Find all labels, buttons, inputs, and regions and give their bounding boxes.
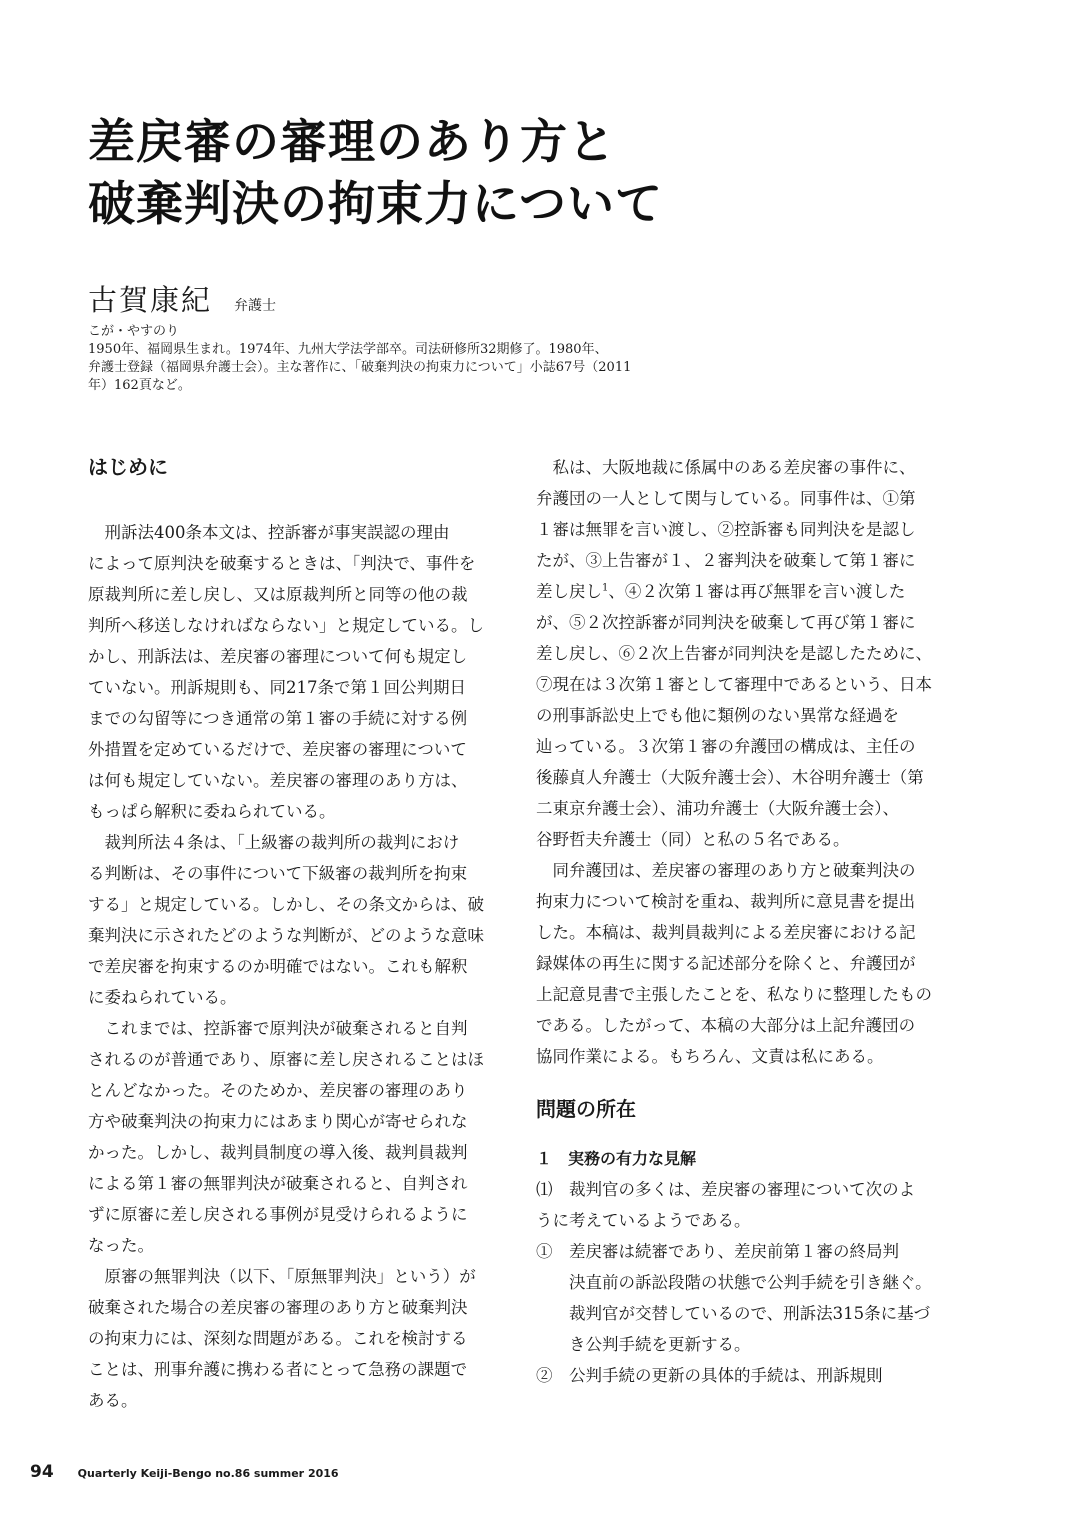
body-line: き公判手続を更新する。 — [536, 1335, 751, 1354]
body-line: る判断は、その事件について下級審の裁判所を拘束 — [88, 864, 468, 883]
section-heading-issues: 問題の所在 — [536, 1097, 636, 1121]
left-body-text — [88, 517, 502, 1416]
body-line: 差し戻し、⑥２次上告審が同判決を是認したために、 — [536, 644, 932, 663]
body-line: かし、刑訴法は、差戻審の審理について何も規定し — [88, 647, 468, 666]
body-line: なった。 — [88, 1236, 154, 1255]
author-role: 弁護士 — [234, 298, 277, 314]
body-line: 方や破棄判決の拘束力にはあまり関心が寄せられな — [88, 1112, 468, 1131]
right-column — [536, 452, 950, 1391]
body-line: とんどなかった。そのためか、差戻審の審理のあり — [88, 1081, 468, 1100]
body-line: もっぱら解釈に委ねられている。 — [88, 802, 336, 821]
body-line-with-footnote — [536, 576, 950, 607]
body-line: 外措置を定めているだけで、差戻審の審理について — [88, 740, 467, 759]
body-line: する」と規定している。しかし、その条文からは、破 — [88, 895, 484, 914]
author-bio — [88, 341, 663, 395]
body-line: 協同作業による。もちろん、文責は私にある。 — [536, 1047, 884, 1066]
right-body-text — [536, 607, 950, 1072]
body-line: 上記意見書で主張したことを、私なりに整理したもの — [536, 985, 932, 1004]
body-line: 同弁護団は、差戻審の審理のあり方と破棄判決の — [536, 861, 916, 880]
body-line: は何も規定していない。差戻審の審理のあり方は、 — [88, 771, 468, 790]
body-line: うに考えているようである。 — [536, 1211, 751, 1230]
body-line: 判所へ移送しなければならない」と規定している。し — [88, 616, 484, 635]
page-footer — [30, 1462, 339, 1482]
body-line: 棄判決に示されたどのような判断が、どのような意味 — [88, 926, 484, 945]
body-line: が、⑤２次控訴審が同判決を破棄して再び第１審に — [536, 613, 916, 632]
body-line: １審は無罪を言い渡し、②控訴審も同判決を是認し — [536, 520, 916, 539]
body-line: 原審の無罪判決（以下、「原無罪判決」という）が — [88, 1267, 476, 1286]
body-line: 二東京弁護士会）、浦功弁護士（大阪弁護士会）、 — [536, 799, 899, 818]
bio-line: 1950年、福岡県生まれ。1974年、九州大学法学部卒。司法研修所32期修了。1980年、 — [88, 342, 608, 357]
body-line: ② 公判手続の更新の具体的手続は、刑訴規則 — [536, 1366, 883, 1385]
body-line: によって原判決を破棄するときは、「判決で、事件を — [88, 554, 476, 573]
body-text: 差し戻し — [536, 582, 602, 601]
body-line: 原裁判所に差し戻し、又は原裁判所と同等の他の裁 — [88, 585, 468, 604]
body-line: たが、③上告審が１、２審判決を破棄して第１審に — [536, 551, 916, 570]
author-line — [88, 278, 688, 319]
body-line: ことは、刑事弁護に携わる者にとって急務の課題で — [88, 1360, 468, 1379]
body-line: である。したがって、本稿の大部分は上記弁護団の — [536, 1016, 916, 1035]
body-line: の拘束力には、深刻な問題がある。これを検討する — [88, 1329, 468, 1348]
body-line: 私は、大阪地裁に係属中のある差戻審の事件に、 — [536, 458, 916, 477]
body-line: 決直前の訴訟段階の状態で公判手続を引き継ぐ。 — [536, 1273, 932, 1292]
article-title — [88, 112, 988, 236]
author-name: 古賀康紀 — [88, 283, 213, 317]
body-line: 拘束力について検討を重ね、裁判所に意見書を提出 — [536, 892, 916, 911]
author-block — [88, 278, 688, 395]
body-line: した。本稿は、裁判員裁判による差戻審における記 — [536, 923, 916, 942]
body-line: これまでは、控訴審で原判決が破棄されると自判 — [88, 1019, 468, 1038]
body-line: 辿っている。３次第１審の弁護団の構成は、主任の — [536, 737, 916, 756]
journal-name: Quarterly Keiji-Bengo no.86 summer 2016 — [77, 1467, 339, 1480]
bio-line: 年）162頁など。 — [88, 378, 191, 393]
body-line: ずに原審に差し戻される事例が見受けられるように — [88, 1205, 468, 1224]
body-line: の刑事訴訟史上でも他に類例のない異常な経過を — [536, 706, 899, 725]
body-line: 谷野哲夫弁護士（同）と私の５名である。 — [536, 830, 850, 849]
left-column — [88, 452, 502, 1416]
body-line: ⑦現在は３次第１審として審理中であるという、日本 — [536, 675, 932, 694]
page-number: 94 — [30, 1462, 54, 1482]
body-line: 破棄された場合の差戻審の審理のあり方と破棄判決 — [88, 1298, 468, 1317]
body-line: ⑴ 裁判官の多くは、差戻審の審理について次のよ — [536, 1180, 916, 1199]
body-line: までの勾留等につき通常の第１審の手続に対する例 — [88, 709, 468, 728]
sub-heading-practice-view: １ 実務の有力な見解 — [536, 1149, 697, 1168]
right-list-text — [536, 1174, 950, 1391]
title-line-1: 差戻審の審理のあり方と — [88, 115, 616, 170]
bio-line: 弁護士登録（福岡県弁護士会）。主な著作に、「破棄判決の拘束力について」小誌67号（2011 — [88, 360, 632, 375]
body-text: 、④２次第１審は再び無罪を言い渡した — [608, 582, 906, 601]
footnote-reference[interactable]: 1 — [602, 582, 609, 594]
body-line: による第１審の無罪判決が破棄されると、自判され — [88, 1174, 468, 1193]
body-line: 後藤貞人弁護士（大阪弁護士会）、木谷明弁護士（第 — [536, 768, 924, 787]
body-line: かった。しかし、裁判員制度の導入後、裁判員裁判 — [88, 1143, 468, 1162]
body-line: 録媒体の再生に関する記述部分を除くと、弁護団が — [536, 954, 916, 973]
body-line: 刑訴法400条本文は、控訴審が事実誤認の理由 — [88, 523, 450, 542]
body-line: 裁判所法４条は、「上級審の裁判所の裁判におけ — [88, 833, 460, 852]
body-line: で差戻審を拘束するのか明確ではない。これも解釈 — [88, 957, 468, 976]
title-line-2: 破棄判決の拘束力について — [88, 177, 664, 232]
body-line: ある。 — [88, 1391, 138, 1410]
body-line: 弁護団の一人として関与している。同事件は、①第 — [536, 489, 916, 508]
body-line: ていない。刑訴規則も、同217条で第１回公判期日 — [88, 678, 466, 697]
right-body-intro — [536, 452, 950, 576]
body-line: されるのが普通であり、原審に差し戻されることはほ — [88, 1050, 484, 1069]
body-line: 裁判官が交替しているので、刑訴法315条に基づ — [536, 1304, 931, 1323]
body-line: ① 差戻審は続審であり、差戻前第１審の終局判 — [536, 1242, 899, 1261]
section-heading-introduction: はじめに — [88, 455, 168, 479]
body-line: に委ねられている。 — [88, 988, 237, 1007]
author-reading: こが・やすのり — [88, 324, 180, 339]
